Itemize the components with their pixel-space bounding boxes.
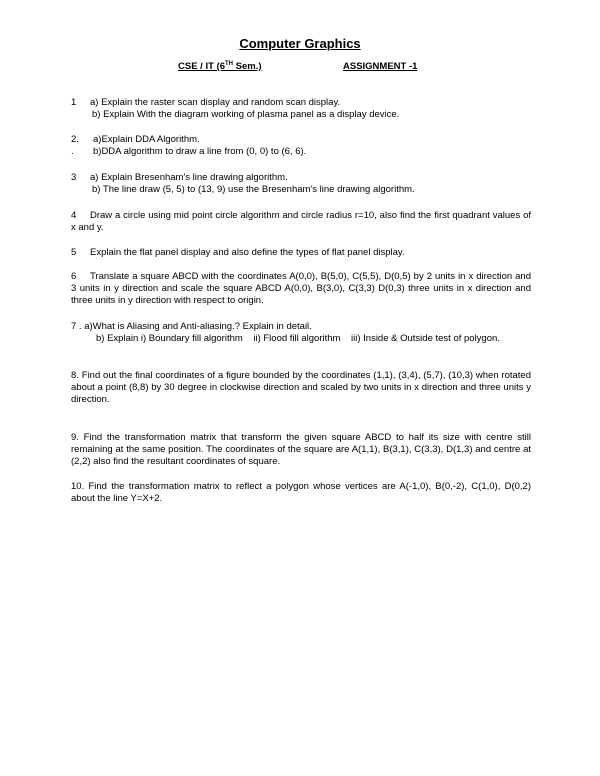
question-number: 7 . xyxy=(71,321,82,332)
question-text: Draw a circle using mid point circle algorithm and circle radius r=10, also find the first quadrant values of x and y. xyxy=(71,210,531,234)
question-number: 8. xyxy=(71,370,79,381)
assignment-label: ASSIGNMENT -1 xyxy=(343,61,418,72)
question-number: 5 xyxy=(71,247,77,258)
course-label-pre: CSE / IT (6 xyxy=(178,61,225,73)
question-number: 6 xyxy=(71,271,77,282)
question-number: 3 xyxy=(71,172,77,183)
question-9 xyxy=(71,432,531,469)
question-text: Find the transformation matrix to reflect a polygon whose vertices are A(-1,0), B(0,-2), C(1,0), D(0,2) about the line Y=X+2. xyxy=(71,481,531,505)
question-number: 4 xyxy=(71,210,77,221)
question-number: 10. xyxy=(71,481,85,492)
question-8 xyxy=(71,370,531,407)
question-10 xyxy=(71,481,531,505)
course-label-sup: TH xyxy=(224,61,233,67)
question-text: Translate a square ABCD with the coordinates A(0,0), B(5,0), C(5,5), D(0,5) by 2 units in x direction and 3 units in y direction and scale the square ABCD A(0,0), B(3,0), C(3,3) D(0,3) three units in x direction and three units in y direction with respect to origin. xyxy=(71,271,531,307)
question-number: 1 xyxy=(71,97,77,108)
question-2 xyxy=(71,134,531,158)
question-line: b) The line draw (5, 5) to (13, 9) use the Bresenham's line drawing algorithm. xyxy=(92,184,415,196)
question-marker: . xyxy=(71,146,74,158)
question-line: b)DDA algorithm to draw a line from (0, 0) to (6, 6). xyxy=(93,146,307,158)
document-title: Computer Graphics xyxy=(239,36,361,51)
course-label xyxy=(178,61,262,72)
course-label-post: Sem.) xyxy=(232,61,262,73)
question-line: a) Explain the raster scan display and random scan display. xyxy=(90,97,341,108)
question-5 xyxy=(71,247,531,259)
question-6 xyxy=(71,271,531,308)
question-3 xyxy=(71,172,531,196)
question-number: 9. xyxy=(71,432,79,443)
question-1 xyxy=(71,97,531,121)
question-line: b) Explain i) Boundary fill algorithm ii) Flood fill algorithm iii) Inside & Outside test of polygon. xyxy=(96,333,500,345)
question-line: b) Explain With the diagram working of plasma panel as a display device. xyxy=(92,109,400,121)
question-line: a)What is Aliasing and Anti-aliasing.? Explain in detail. xyxy=(84,321,312,332)
question-7 xyxy=(71,321,531,345)
question-line: a)Explain DDA Algorithm. xyxy=(93,134,200,145)
question-text: Find the transformation matrix that transform the given square ABCD to half its size with centre still remaining at the same position. The coordinates of the square are A(1,1), B(3,1), C(3,3), D(1,3) and centre at (2,2) also find the resultant coordinates of square. xyxy=(71,432,532,468)
question-4 xyxy=(71,210,531,234)
question-text: Find out the final coordinates of a figure bounded by the coordinates (1,1), (3,4), (5,7), (10,3) when rotated about a point (8,8) by 30 degree in clockwise direction and scaled by two units in x direction and three units y direction. xyxy=(71,370,531,406)
question-text: Explain the flat panel display and also define the types of flat panel display. xyxy=(90,247,405,258)
question-line: a) Explain Bresenham's line drawing algorithm. xyxy=(90,172,288,183)
question-number: 2. xyxy=(71,134,79,145)
